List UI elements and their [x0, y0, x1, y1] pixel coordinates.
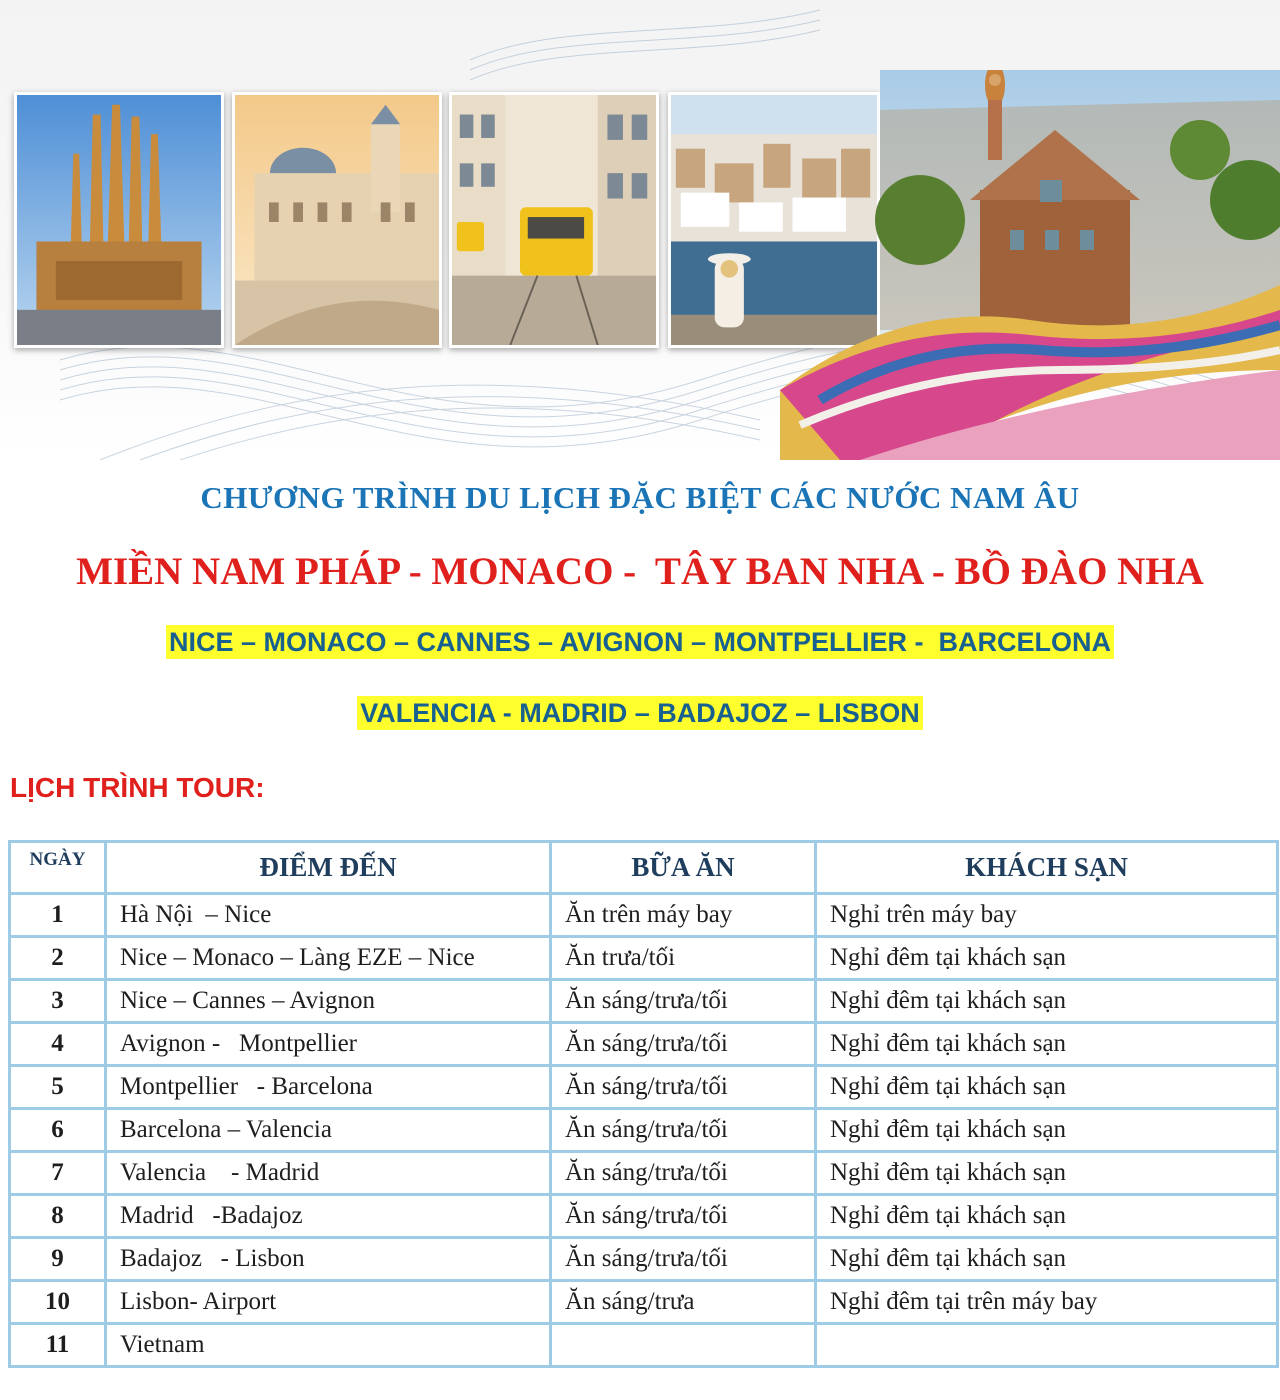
cell-day: 9 [10, 1238, 106, 1281]
header-destination: ĐIỂM ĐẾN [106, 842, 551, 894]
table-row [10, 1066, 1278, 1109]
almudena-cathedral-photo [232, 92, 442, 348]
cell-day: 11 [10, 1324, 106, 1367]
cell-meals: Ăn sáng/trưa/tối [551, 1238, 816, 1281]
cell-day: 2 [10, 937, 106, 980]
route-line-1 [0, 627, 1280, 658]
cell-hotel: Nghỉ đêm tại khách sạn [816, 1109, 1278, 1152]
route-line-1-text: NICE – MONACO – CANNES – AVIGNON – MONTPELLIER - BARCELONA [166, 625, 1114, 659]
cell-hotel: Nghỉ đêm tại khách sạn [816, 1152, 1278, 1195]
cell-meals: Ăn trên máy bay [551, 894, 816, 937]
cell-meals: Ăn sáng/trưa/tối [551, 1195, 816, 1238]
cell-meals: Ăn sáng/trưa/tối [551, 1152, 816, 1195]
cell-hotel: Nghỉ đêm tại khách sạn [816, 1238, 1278, 1281]
cell-meals: Ăn sáng/trưa/tối [551, 980, 816, 1023]
cell-destination: Madrid -Badajoz [106, 1195, 551, 1238]
lisbon-tram-photo [449, 92, 659, 348]
cell-destination: Nice – Monaco – Làng EZE – Nice [106, 937, 551, 980]
cell-destination: Nice – Cannes – Avignon [106, 980, 551, 1023]
cell-hotel: Nghỉ đêm tại khách sạn [816, 937, 1278, 980]
table-row [10, 894, 1278, 937]
cell-hotel: Nghỉ đêm tại trên máy bay [816, 1281, 1278, 1324]
cell-destination: Avignon - Montpellier [106, 1023, 551, 1066]
cell-hotel: Nghỉ đêm tại khách sạn [816, 1066, 1278, 1109]
itinerary-heading: LỊCH TRÌNH TOUR: [10, 772, 265, 803]
route-line-2 [0, 698, 1280, 729]
cell-meals: Ăn sáng/trưa/tối [551, 1023, 816, 1066]
cell-meals: Ăn trưa/tối [551, 937, 816, 980]
cell-meals [551, 1324, 816, 1367]
table-row [10, 1195, 1278, 1238]
cell-hotel: Nghỉ đêm tại khách sạn [816, 1195, 1278, 1238]
table-row [10, 937, 1278, 980]
cell-hotel: Nghỉ đêm tại khách sạn [816, 1023, 1278, 1066]
table-row [10, 1281, 1278, 1324]
cell-day: 1 [10, 894, 106, 937]
header-day: NGÀY [10, 842, 106, 894]
cell-hotel [816, 1324, 1278, 1367]
cell-day: 6 [10, 1109, 106, 1152]
cell-destination: Montpellier - Barcelona [106, 1066, 551, 1109]
table-row [10, 1023, 1278, 1066]
table-header-row [10, 842, 1278, 894]
table-row [10, 1238, 1278, 1281]
header-hotel: KHÁCH SẠN [816, 842, 1278, 894]
cell-destination: Lisbon- Airport [106, 1281, 551, 1324]
cell-hotel: Nghỉ đêm tại khách sạn [816, 980, 1278, 1023]
cell-day: 4 [10, 1023, 106, 1066]
park-guell-photo [780, 70, 1280, 460]
header-banner [0, 0, 1280, 460]
cell-hotel: Nghỉ trên máy bay [816, 894, 1278, 937]
cell-day: 3 [10, 980, 106, 1023]
cell-day: 10 [10, 1281, 106, 1324]
header-meals: BỮA ĂN [551, 842, 816, 894]
cell-destination: Hà Nội – Nice [106, 894, 551, 937]
tour-title: MIỀN NAM PHÁP - MONACO - TÂY BAN NHA - BỒ ĐÀO NHA [76, 550, 1204, 593]
itinerary-table [8, 840, 1279, 1368]
cell-day: 8 [10, 1195, 106, 1238]
cell-destination: Valencia - Madrid [106, 1152, 551, 1195]
table-row [10, 1324, 1278, 1367]
route-line-2-text: VALENCIA - MADRID – BADAJOZ – LISBON [357, 696, 923, 730]
cell-destination: Barcelona – Valencia [106, 1109, 551, 1152]
cell-meals: Ăn sáng/trưa [551, 1281, 816, 1324]
cell-destination: Vietnam [106, 1324, 551, 1367]
cell-meals: Ăn sáng/trưa/tối [551, 1066, 816, 1109]
program-subtitle: CHƯƠNG TRÌNH DU LỊCH ĐẶC BIỆT CÁC NƯỚC NAM ÂU [200, 480, 1080, 515]
table-row [10, 980, 1278, 1023]
table-row [10, 1152, 1278, 1195]
cell-day: 7 [10, 1152, 106, 1195]
cell-day: 5 [10, 1066, 106, 1109]
cell-meals: Ăn sáng/trưa/tối [551, 1109, 816, 1152]
cell-destination: Badajoz - Lisbon [106, 1238, 551, 1281]
sagrada-familia-photo [14, 92, 224, 348]
table-row [10, 1109, 1278, 1152]
